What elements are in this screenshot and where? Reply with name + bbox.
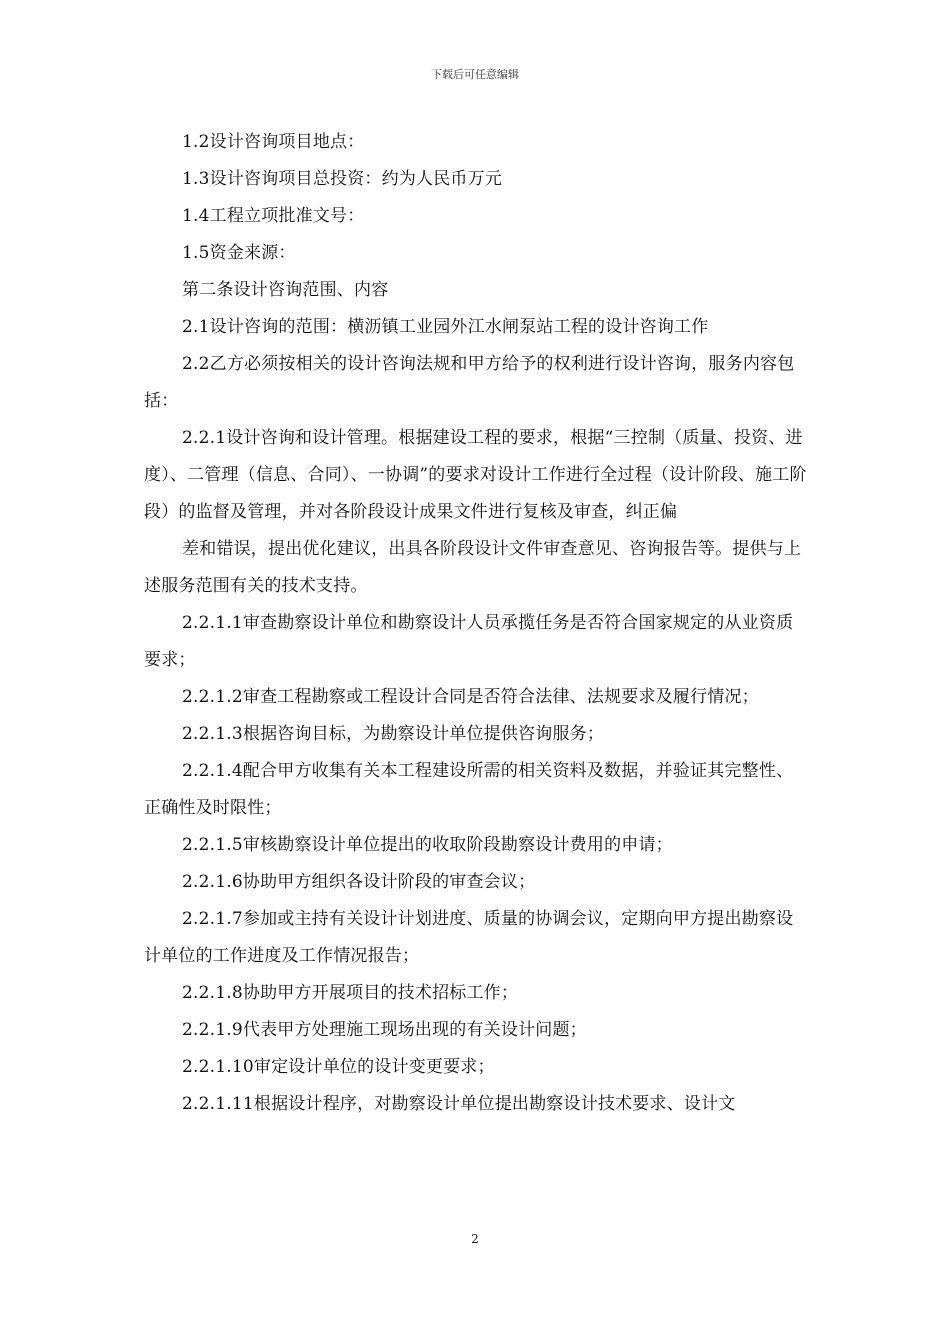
document-body <box>144 124 809 1123</box>
section-heading-2: 第二条设计咨询范围、内容 <box>182 280 389 300</box>
paragraph-2-2-1-4: 2.2.1.4配合甲方收集有关本工程建设所需的相关资料及数据，并验证其完整性、正确性及时限性； <box>144 761 794 818</box>
paragraph-2-2: 2.2乙方必须按相关的设计咨询法规和甲方给予的权利进行设计咨询，服务内容包括： <box>144 354 795 411</box>
paragraph-2-2-1-2: 2.2.1.2审查工程勘察或工程设计合同是否符合法律、法规要求及履行情况； <box>182 687 759 707</box>
paragraph-1-2: 1.2设计咨询项目地点： <box>182 132 365 152</box>
paragraph-2-2-1-3: 2.2.1.3根据咨询目标，为勘察设计单位提供咨询服务； <box>182 724 605 744</box>
page-header: 下载后可任意编辑 <box>431 68 519 81</box>
paragraph-1-4: 1.4工程立项批准文号： <box>182 206 365 226</box>
paragraph-2-2-1-1: 2.2.1.1审查勘察设计单位和勘察设计人员承揽任务是否符合国家规定的从业资质要求； <box>144 613 794 670</box>
paragraph-2-2-1-5: 2.2.1.5审核勘察设计单位提出的收取阶段勘察设计费用的申请； <box>182 835 673 855</box>
paragraph-1-5: 1.5资金来源： <box>182 243 296 263</box>
paragraph-2-2-1: 2.2.1设计咨询和设计管理。根据建设工程的要求，根据“三控制（质量、投资、进度）、二管理（信息、合同）、一协调”的要求对设计工作进行全过程（设计阶段、施工阶段）的监督及管理，并对各阶段设计成果文件进行复核及审查，纠正偏 <box>144 428 807 522</box>
paragraph-2-1: 2.1设计咨询的范围：横沥镇工业园外江水闸泵站工程的设计咨询工作 <box>182 317 709 337</box>
paragraph-2-2-1-10: 2.2.1.10审定设计单位的设计变更要求； <box>182 1057 495 1077</box>
paragraph-2-2-1-7: 2.2.1.7参加或主持有关设计计划进度、质量的协调会议，定期向甲方提出勘察设计单位的工作进度及工作情况报告； <box>144 909 794 966</box>
page-number: 2 <box>471 1232 479 1246</box>
paragraph-1-3: 1.3设计咨询项目总投资：约为人民币万元 <box>182 169 503 189</box>
paragraph-2-2-1-8: 2.2.1.8协助甲方开展项目的技术招标工作； <box>182 983 519 1003</box>
paragraph-2-2-1-9: 2.2.1.9代表甲方处理施工现场出现的有关设计问题； <box>182 1020 587 1040</box>
paragraph-2-2-1-6: 2.2.1.6协助甲方组织各设计阶段的审查会议； <box>182 872 536 892</box>
paragraph-2-2-1-cont: 差和错误，提出优化建议，出具各阶段设计文件审查意见、咨询报告等。提供与上述服务范围有关的技术支持。 <box>144 539 802 596</box>
paragraph-2-2-1-11: 2.2.1.11根据设计程序，对勘察设计单位提出勘察设计技术要求、设计文 <box>182 1094 736 1114</box>
